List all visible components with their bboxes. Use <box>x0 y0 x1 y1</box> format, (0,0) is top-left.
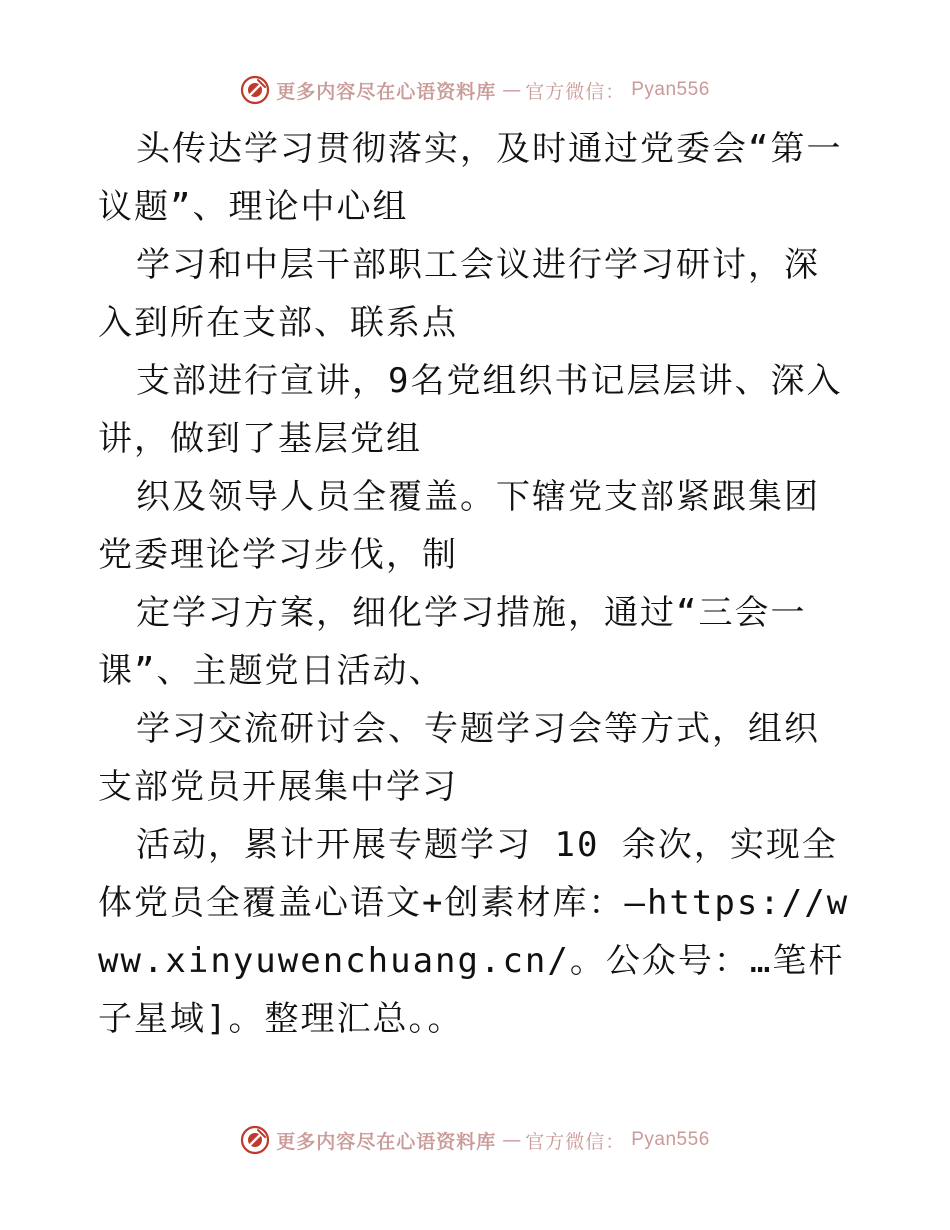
paragraph: 学习交流研讨会、专题学习会等方式，组织支部党员开展集中学习 <box>98 709 820 807</box>
header-wechat-label: 官方微信： <box>525 80 626 103</box>
footer-banner <box>0 1120 950 1160</box>
paragraph: 织及领导人员全覆盖。下辖党支部紧跟集团党委理论学习步伐，制 <box>98 477 820 575</box>
footer-site-name: 更多内容尽在心语资料库 <box>276 1130 497 1153</box>
paragraph: 定学习方案，细化学习措施，通过“三会一课”、主题党日活动、 <box>98 593 807 691</box>
paragraph: 头传达学习贯彻落实，及时通过党委会“第一议题”、理论中心组 <box>98 129 843 227</box>
pen-seal-logo-icon <box>240 1125 270 1155</box>
header-dash: — <box>502 79 520 101</box>
paragraph: 学习和中层干部职工会议进行学习研讨，深入到所在支部、联系点 <box>98 245 820 343</box>
paragraph: 支部进行宣讲，9名党组织书记层层讲、深入讲，做到了基层党组 <box>98 361 843 459</box>
header-site-name: 更多内容尽在心语资料库 <box>276 80 497 103</box>
document-body <box>98 120 850 1048</box>
footer-wechat-label: 官方微信： <box>525 1130 626 1153</box>
footer-dash: — <box>502 1129 520 1151</box>
header-banner <box>0 70 950 110</box>
paragraph: 活动，累计开展专题学习 10 余次，实现全体党员全覆盖心语文+创素材库：—https://www.xinyuwenchuang.cn/。公众号：…笔杆子星域]。整理汇总。。 <box>98 825 850 1039</box>
footer-wechat-id: Pyan556 <box>631 1129 710 1150</box>
header-wechat-id: Pyan556 <box>631 79 710 100</box>
pen-seal-logo-icon <box>240 75 270 105</box>
